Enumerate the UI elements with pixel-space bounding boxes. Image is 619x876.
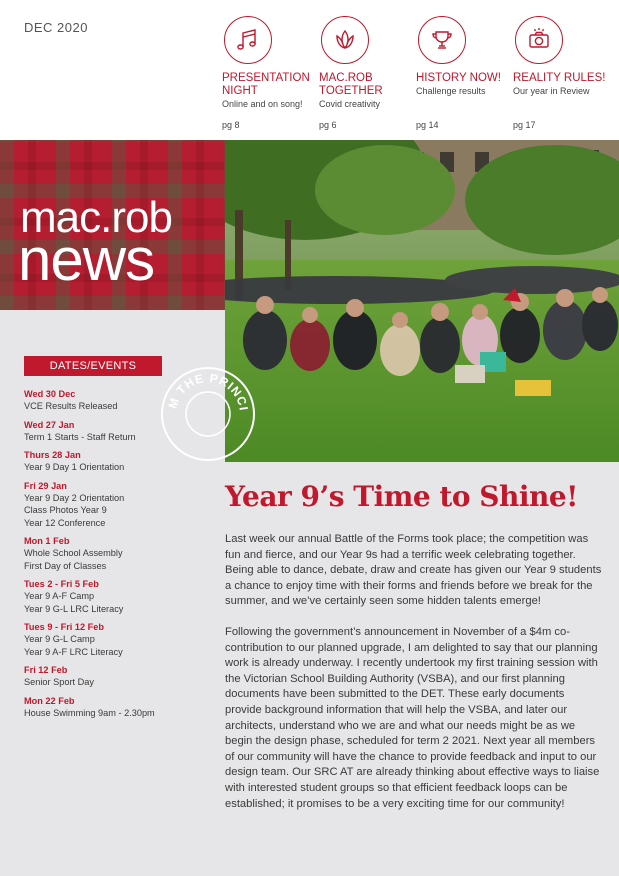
event-date: Fri 12 Feb xyxy=(24,665,68,675)
event-item xyxy=(24,535,214,572)
teaser-reality-rules[interactable] xyxy=(513,16,609,130)
article-paragraph: Following the government’s announcement in November of a $4m co-contribution to our planned upgrade, I am delighted to say that our planning work is already underway. I recently undertook my first training session with the Victorian School Building Authority (VSBA), and our first planning documents have been submitted to the DET. These early documents provide background information that will help the VSBA, and later our architects, understand who we are and what our needs might be as we begin the design phase, scheduled for term 2 2021. Next year all members of our community will have the chance to provide feedback and input to our design team. Our SRC AT are already thinking about effective ways to liaise with interested student groups so that efficient feedback loops can be established; it promises to be a very exciting time for our community! xyxy=(225,625,600,810)
event-item xyxy=(24,621,214,658)
svg-text:FROM THE PRINCIPAL xyxy=(160,366,251,412)
dates-events-heading: DATES/EVENTS xyxy=(24,356,162,376)
event-item xyxy=(24,578,214,615)
camera-icon xyxy=(515,16,563,64)
event-date: Wed 27 Jan xyxy=(24,419,75,430)
event-date: Tues 2 - Fri 5 Feb xyxy=(24,579,99,589)
event-line: Year 9 G-L LRC Literacy xyxy=(24,603,124,614)
event-line: Senior Sport Day xyxy=(24,677,94,687)
event-line: Year 9 A-F Camp xyxy=(24,591,95,601)
teaser-macrob-together[interactable] xyxy=(319,16,415,130)
event-line: VCE Results Released xyxy=(24,401,118,411)
teaser-title: HISTORY NOW! xyxy=(416,72,501,84)
event-line: Year 9 Day 2 Orientation xyxy=(24,492,125,503)
event-line: Year 9 Day 1 Orientation xyxy=(24,462,125,472)
masthead-line2: news xyxy=(18,226,155,293)
music-notes-icon xyxy=(224,16,272,64)
trophy-icon xyxy=(418,16,466,64)
event-line: Year 9 A-F LRC Literacy xyxy=(24,646,123,657)
issue-date: DEC 2020 xyxy=(24,20,88,35)
event-item xyxy=(24,480,214,530)
teaser-title: PRESENTATION NIGHT xyxy=(222,72,310,97)
event-line: Year 9 G-L Camp xyxy=(24,634,95,644)
teaser-history-now[interactable] xyxy=(416,16,512,130)
teaser-title: MAC.ROB TOGETHER xyxy=(319,72,383,97)
event-date: Wed 30 Dec xyxy=(24,389,76,399)
event-line: Term 1 Starts - Staff Return xyxy=(24,431,136,442)
stamp-text: M THE PRINCI xyxy=(165,370,251,413)
event-item xyxy=(24,664,214,689)
event-date: Tues 9 - Fri 12 Feb xyxy=(24,622,104,632)
teaser-page: pg 17 xyxy=(513,120,536,130)
event-date: Fri 29 Jan xyxy=(24,480,67,491)
teaser-page: pg 6 xyxy=(319,120,337,130)
teaser-subtitle: Our year in Review xyxy=(513,86,590,96)
feature-teasers xyxy=(222,16,619,140)
article-title: Year 9’s Time to Shine! xyxy=(225,480,578,513)
teaser-page: pg 14 xyxy=(416,120,439,130)
event-item xyxy=(24,695,214,720)
masthead-line1: mac.rob xyxy=(20,193,172,242)
article-body xyxy=(225,532,603,827)
teaser-subtitle: Challenge results xyxy=(416,86,486,96)
lotus-icon xyxy=(321,16,369,64)
teaser-page: pg 8 xyxy=(222,120,240,130)
teaser-subtitle: Covid creativity xyxy=(319,99,381,109)
event-date: Mon 22 Feb xyxy=(24,695,75,706)
event-date: Mon 1 Feb xyxy=(24,536,70,546)
students-on-lawn-photo xyxy=(225,140,619,462)
article xyxy=(225,462,619,876)
article-paragraph: Last week our annual Battle of the Forms took place; the competition was fun and fierce, and our Year 9s had a terrific week celebrating together. Being able to dance, debate, draw and create has given our Year 9 students a chance to enjoy time with their forms and friends before we break for the summer, and we’ve certainly seen some hidden talents emerge! xyxy=(225,533,602,608)
teaser-subtitle: Online and on song! xyxy=(222,99,303,109)
teaser-title: REALITY RULES! xyxy=(513,72,606,84)
event-date: Thurs 28 Jan xyxy=(24,450,81,460)
event-line: First Day of Classes xyxy=(24,560,107,571)
masthead xyxy=(0,140,225,310)
event-line: Whole School Assembly xyxy=(24,548,123,558)
from-the-principal-stamp xyxy=(160,366,256,462)
event-line: Year 12 Conference xyxy=(24,517,106,528)
teaser-presentation-night[interactable] xyxy=(222,16,318,130)
event-line: House Swimming 9am - 2.30pm xyxy=(24,707,155,718)
event-line: Class Photos Year 9 xyxy=(24,505,107,515)
